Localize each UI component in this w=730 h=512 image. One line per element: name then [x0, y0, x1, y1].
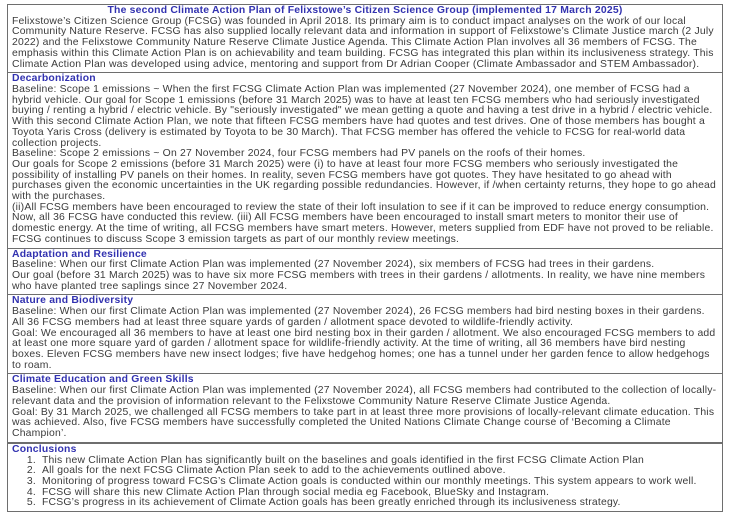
- section-climate-education: [8, 373, 722, 441]
- conclusion-item-3: 3. Monitoring of progress toward FCSG’s Climate Action goals is conducted within our monthly meetings. This system appears to work well.: [39, 477, 718, 488]
- conclusion-item-2: 2. All goals for the next FCSG Climate Action Plan seek to add to the achievements outlined above.: [39, 466, 718, 477]
- conclusions-list: [12, 456, 718, 510]
- section-adaptation-resilience: [8, 248, 722, 295]
- section-heading-nature: Nature and Biodiversity: [12, 295, 134, 307]
- paragraph-scope2-actions: (ii)All FCSG members have been encouraged to review the state of their loft insulation to see if it can be improved to reduce energy consumption. Now, all 36 FCSG have conducted this review. (iii) All FCSG members have been encouraged to install smart meters to monitor their use of domestic energy. At the time of writing, all FCSG members have smart meters. However, meters supplied from EDF have not proved to be reliable.: [12, 201, 714, 235]
- section-nature-biodiversity: [8, 294, 722, 373]
- conclusion-item-1: 1. This new Climate Action Plan has significantly built on the baselines and goals identified in the first FCSG Climate Action Plan: [39, 456, 718, 467]
- paragraph-education-baseline: Baseline: When our first Climate Action Plan was implemented (27 November 2024), all FCSG members had contributed to the collection of locally-relevant data and the provision of information relevant to the Felixstowe Community Nature Reserve Climate Justice Agenda.: [12, 385, 717, 407]
- paragraph-scope3-note: FCSG continues to discuss Scope 3 emission targets as part of our monthly review meetings.: [12, 233, 460, 245]
- conclusion-item-4: 4. FCSG will share this new Climate Action Plan through social media eg Facebook, BlueSky and Instagram.: [39, 488, 718, 499]
- paragraph-scope2-baseline: Baseline: Scope 2 emissions ~ On 27 November 2024, four FCSG members had PV panels on the roofs of their homes.: [12, 148, 586, 160]
- paragraph-scope1-baseline: Baseline: Scope 1 emissions ~ When the first FCSG Climate Action Plan was implemented (27 November 2024), one member of FCSG had a hybrid vehicle. Our goal for Scope 1 emissions (before 31 March 2025) was to have at least ten FCSG members who had seriously investigated buying / renting a hybrid / electric vehicle. By "seriously investigated" we mean getting a quote and having a test drive in a hybrid / electric vehicle. With this second Climate Action Plan, we note that fifteen FCSG members have had quotes and test drives. One of those members has bought a Toyota Yaris Cross (delivery is estimated by Toyota to be 30 March). That FCSG member has offered the vehicle to FCSG for real-world data collection projects.: [12, 84, 713, 149]
- paragraph-adaptation-goal: Our goal (before 31 March 2025) was to have six more FCSG members with trees in their gardens / allotments. In reality, we have nine members who have planted tree saplings since 27 November 2024.: [12, 270, 706, 292]
- section-overview: [8, 5, 722, 72]
- section-heading-decarbonization: Decarbonization: [12, 73, 96, 85]
- paragraph-nature-goal: Goal: We encouraged all 36 members to have at least one bird nesting box in their garden / allotment. We also encouraged FCSG members to add at least one more square yard of garden / allotment space for wildlife-friendly activity. At the time of writing, all 36 members have bird nesting boxes. Eleven FCSG members have new insect lodges; five have hedgehog homes; one has a tunnel under her garden fence to allow hedgehogs to roam.: [12, 327, 716, 371]
- section-heading-adaptation: Adaptation and Resilience: [12, 248, 147, 260]
- section-heading-conclusions: Conclusions: [12, 443, 77, 455]
- paragraph-scope2-goals: Our goals for Scope 2 emissions (before 31 March 2025) were (i) to have at least four more FCSG members who seriously investigated the possibility of installing PV panels on their homes. In reality, seven FCSG members have got quotes. They have hesitated to go ahead with purchases given the economic uncertainties in the UK regarding possible redundancies. However, if /when certainty returns, they hope to go ahead with the purchases.: [12, 158, 717, 203]
- conclusion-item-5: 5. FCSG’s progress in its achievement of Climate Action goals has been greatly enriched through its inclusiveness strategy.: [39, 498, 718, 509]
- section-conclusions: [8, 442, 722, 511]
- climate-action-plan-document: [7, 4, 723, 512]
- intro-paragraph: Felixstowe’s Citizen Science Group (FCSG) was founded in April 2018. Its primary aim is to conduct impact analyses on the work of our local Community Nature Reserve. FCSG has also supplied locally relevant data and information in support of Felixstowe’s Climate Justice march (2 July 2022) and the Felixstowe Community Nature Reserve Climate Justice Agenda. This Climate Action Plan involves all 36 members of FCSG. The emphasis within this Climate Action Plan is on achievability and team building. FCSG has integrated this plan within its inclusiveness strategy. This Climate Action Plan was developed using advice, mentoring and support from Dr Adrian Cooper (Climate Ambassador and STEM Ambassador).: [12, 15, 714, 70]
- section-decarbonization: [8, 72, 722, 247]
- paragraph-nature-baseline: Baseline: When our first Climate Action Plan was implemented (27 November 2024), 26 FCSG members had bird nesting boxes in their gardens. All 36 FCSG members had at least three square yards of garden / allotment space devoted to wildlife-friendly activity.: [12, 306, 705, 328]
- section-heading-education: Climate Education and Green Skills: [12, 374, 194, 386]
- page-title: The second Climate Action Plan of Felixstowe’s Citizen Science Group (implemented 17 March 2025): [107, 5, 623, 16]
- paragraph-education-goal: Goal: By 31 March 2025, we challenged all FCSG members to take part in at least three more provisions of locally-relevant climate education. This was achieved. Also, five FCSG members have successfully completed the United Nations Climate Change course of ‘Becoming a Climate Champion’.: [12, 406, 715, 440]
- paragraph-adaptation-baseline: Baseline: When our first Climate Action Plan was implemented (27 November 2024), six members of FCSG had trees in their gardens.: [12, 259, 655, 271]
